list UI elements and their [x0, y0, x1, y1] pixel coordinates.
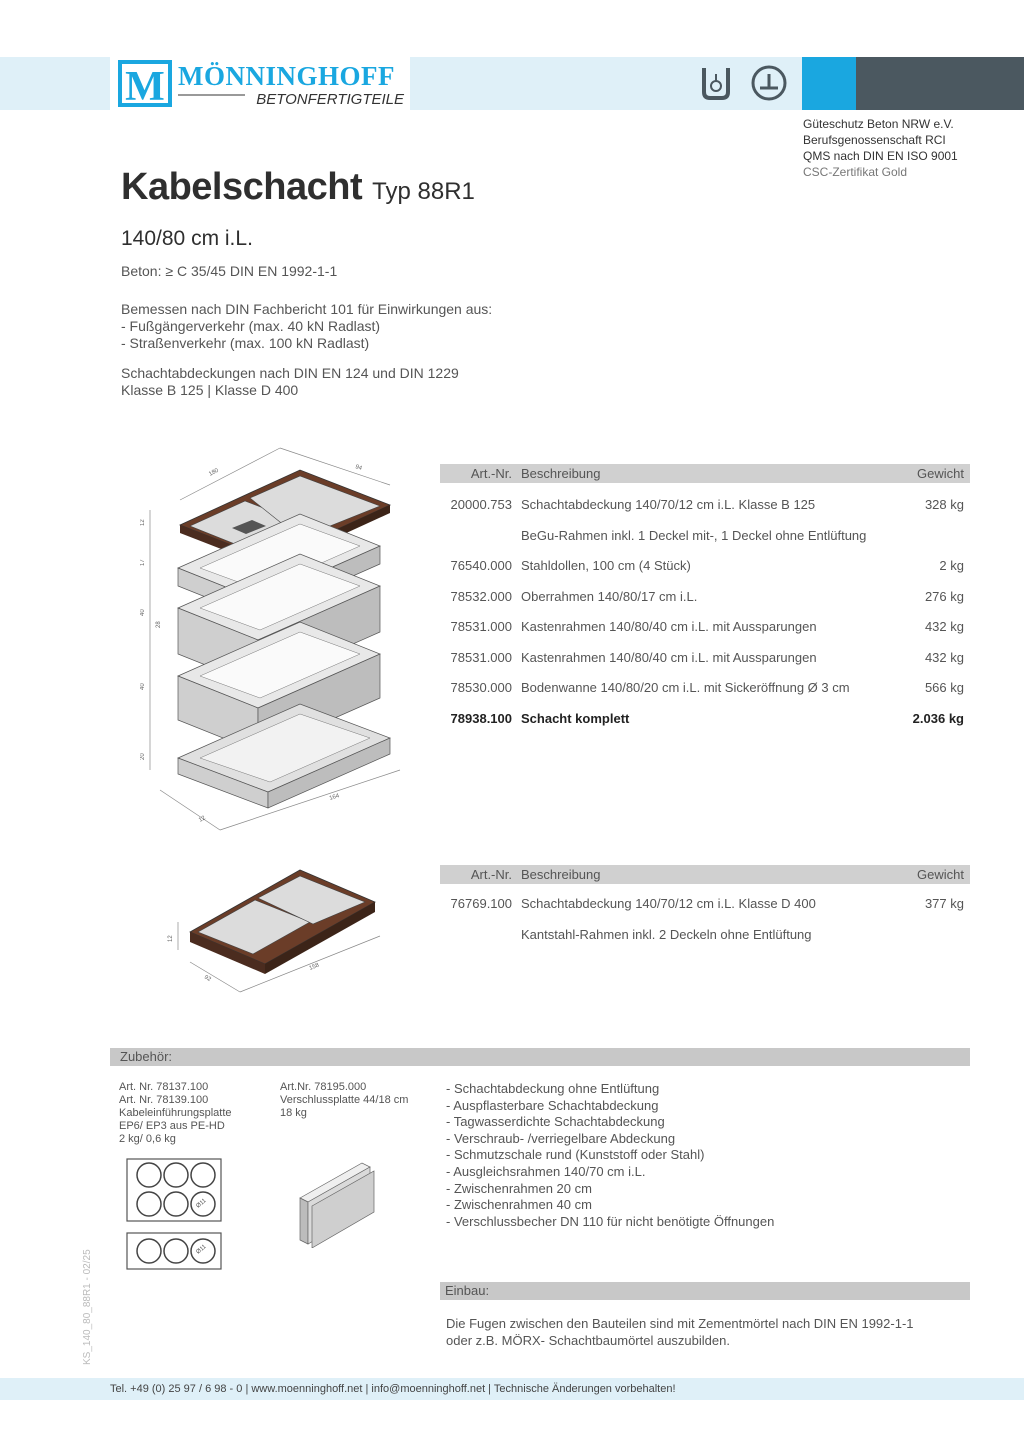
table-row: 78532.000 Oberrahmen 140/80/17 cm i.L. 276 kg: [450, 588, 964, 604]
list-item: - Auspflasterbare Schachtabdeckung: [446, 1097, 659, 1113]
table-row: 78530.000 Bodenwanne 140/80/20 cm i.L. mit Sickeröffnung Ø 3 cm 566 kg: [450, 680, 964, 695]
accessory-line: Kabeleinführungsplatte: [119, 1107, 232, 1119]
dim-label: 12: [198, 815, 207, 824]
table-row: 20000.753 Schachtabdeckung 140/70/12 cm i.L. Klasse B 125 328 kg: [450, 497, 964, 512]
logo-wordmark: MÖNNINGHOFF: [178, 61, 395, 91]
dim-label: 92: [203, 974, 212, 984]
dim-label: 40: [140, 683, 146, 690]
installation-text: [446, 1316, 914, 1349]
dim-label: 17: [140, 559, 146, 566]
list-item: - Schachtabdeckung ohne Entlüftung: [446, 1081, 660, 1096]
accessory-list: [446, 1081, 774, 1230]
dim-label: 94: [354, 464, 363, 472]
cover-table: [440, 865, 970, 949]
accessories-label: Zubehör:: [120, 1049, 173, 1064]
table-row: 76540.000 Stahldollen, 100 cm (4 Stück) 2 kg: [450, 558, 964, 573]
dim-label: 180: [208, 467, 220, 478]
logo-letter: M: [125, 64, 165, 110]
cert-line: CSC-Zertifikat Gold: [803, 165, 908, 179]
list-item: - Verschlussbecher DN 110 für nicht benötigte Öffnungen: [446, 1213, 775, 1229]
spec-line: Bemessen nach DIN Fachbericht 101 für Einwirkungen aus:: [121, 301, 493, 317]
spec-line: - Straßenverkehr (max. 100 kN Radlast): [121, 335, 370, 351]
accessory-line: Art. Nr. 78137.100: [119, 1081, 209, 1093]
dim-label: 28: [156, 621, 162, 628]
plate-dim-label: Ø11: [195, 1243, 208, 1256]
dim-label: 12: [140, 519, 146, 526]
product-type: Typ 88R1: [372, 178, 475, 205]
spec-line: Klasse B 125 | Klasse D 400: [121, 382, 299, 398]
list-item: - Tagwasserdichte Schachtabdeckung: [446, 1114, 665, 1130]
accessory-line: Art. Nr. 78139.100: [119, 1094, 209, 1106]
header-art-nr: Art.-Nr.: [470, 466, 512, 481]
dim-label: 20: [140, 753, 146, 760]
accessory-line: 18 kg: [280, 1107, 307, 1119]
header-blue-block: [802, 57, 856, 110]
exploded-shaft-drawing: [140, 440, 420, 840]
ep6-plate-drawing: [126, 1158, 222, 1222]
table-row: 78531.000 Kastenrahmen 140/80/40 cm i.L. mit Aussparungen 432 kg: [450, 619, 964, 634]
manhole-certification-icon: [698, 64, 734, 102]
table-header: [440, 464, 970, 483]
header-description: Beschreibung: [521, 867, 601, 882]
header-description: Beschreibung: [521, 466, 601, 481]
document-code: KS_140_80_88R1 - 02/25: [82, 1249, 93, 1365]
table-header: [440, 865, 970, 884]
header-art-nr: Art.-Nr.: [470, 867, 512, 882]
page-title: [121, 166, 475, 209]
dim-label: 12: [168, 935, 174, 942]
accessory-cable-plate: [119, 1081, 232, 1146]
list-item: - Ausgleichsrahmen 140/70 cm i.L.: [446, 1163, 646, 1179]
certifications: [803, 116, 958, 180]
accessory-line: Art.Nr. 78195.000: [280, 1081, 367, 1093]
installation-line: oder z.B. MÖRX- Schachtbaumörtel auszubilden.: [446, 1332, 730, 1348]
list-item: - Verschraub- /verriegelbare Abdeckung: [446, 1130, 676, 1146]
quality-seal-icon: [750, 64, 786, 102]
accessories-bar: [110, 1048, 970, 1066]
dim-label: 158: [308, 962, 321, 972]
parts-table: [440, 464, 970, 733]
installation-line: Die Fugen zwischen den Bauteilen sind mit Zementmörtel nach DIN EN 1992-1-1: [446, 1316, 914, 1331]
cert-line: Berufsgenossenschaft RCI: [803, 133, 946, 147]
company-logo: [110, 57, 410, 110]
dim-label: 40: [140, 609, 146, 616]
header-weight: Gewicht: [917, 867, 964, 882]
installation-bar: [440, 1282, 970, 1300]
load-spec: [121, 301, 492, 352]
table-row: Kantstahl-Rahmen inkl. 2 Deckeln ohne Entlüftung: [521, 926, 812, 942]
spec-line: Schachtabdeckungen nach DIN EN 124 und DIN 1229: [121, 365, 459, 381]
closing-plate-drawing: [292, 1158, 392, 1248]
plate-dim-label: Ø11: [195, 1197, 208, 1210]
spec-line: - Fußgängerverkehr (max. 40 kN Radlast): [121, 318, 381, 334]
beton-spec: Beton: ≥ C 35/45 DIN EN 1992-1-1: [121, 263, 338, 279]
installation-label: Einbau:: [445, 1283, 490, 1298]
product-name: Kabelschacht: [121, 166, 363, 208]
accessory-line: Verschlussplatte 44/18 cm: [280, 1094, 409, 1106]
table-row: 78531.000 Kastenrahmen 140/80/40 cm i.L. mit Aussparungen 432 kg: [450, 649, 964, 665]
table-row: 76769.100 Schachtabdeckung 140/70/12 cm i.L. Klasse D 400 377 kg: [450, 896, 964, 911]
table-total-row: 78938.100 Schacht komplett 2.036 kg: [450, 710, 964, 726]
header-dark-block: [856, 57, 1024, 110]
logo-tagline: BETONFERTIGTEILE: [256, 91, 404, 108]
accessory-line: 2 kg/ 0,6 kg: [119, 1133, 176, 1145]
accessory-cover-plate: [280, 1081, 408, 1120]
cert-line: QMS nach DIN EN ISO 9001: [803, 149, 958, 163]
cover-spec: [121, 365, 459, 399]
list-item: - Schmutzschale rund (Kunststoff oder Stahl): [446, 1147, 705, 1163]
list-item: - Zwischenrahmen 20 cm: [446, 1180, 592, 1196]
cert-line: Güteschutz Beton NRW e.V.: [803, 117, 954, 131]
ep3-plate-drawing: [126, 1232, 222, 1270]
product-size: 140/80 cm i.L.: [121, 227, 253, 250]
accessory-line: EP6/ EP3 aus PE-HD: [119, 1120, 225, 1132]
cover-d400-drawing: [160, 862, 390, 1002]
footer-contact: Tel. +49 (0) 25 97 / 6 98 - 0 | www.moenninghoff.net | info@moenninghoff.net | Technische Änderungen vorbehalten!: [110, 1383, 676, 1395]
dim-label: 164: [328, 793, 341, 802]
header-weight: Gewicht: [917, 466, 964, 481]
list-item: - Zwischenrahmen 40 cm: [446, 1197, 592, 1213]
table-row: BeGu-Rahmen inkl. 1 Deckel mit-, 1 Deckel ohne Entlüftung: [521, 527, 867, 543]
